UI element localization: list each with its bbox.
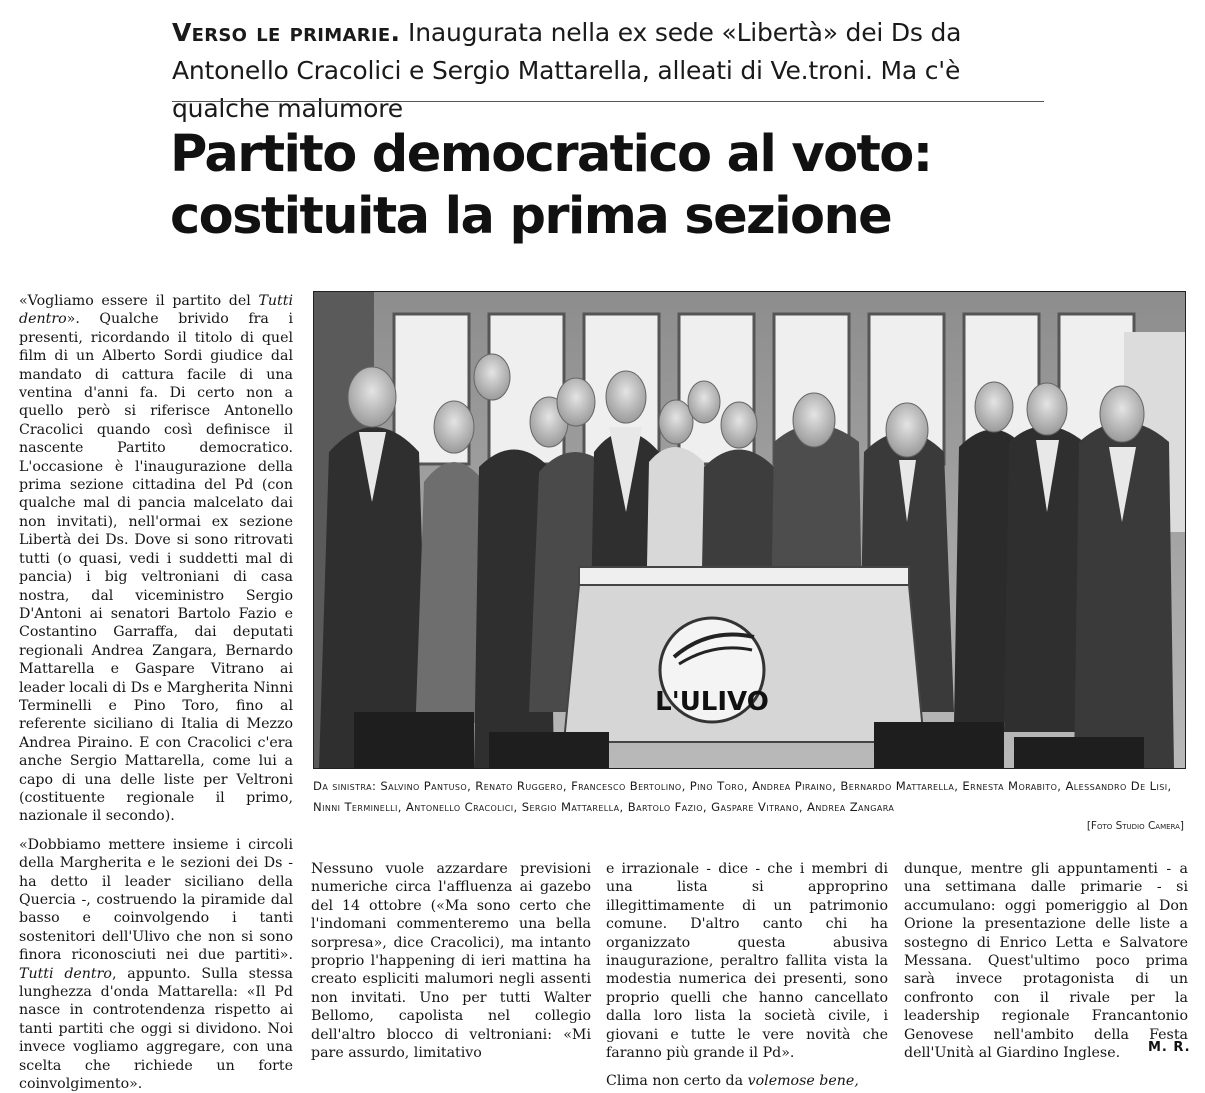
italic-run: Tutti dentro xyxy=(19,965,112,982)
banner-text: L'ULIVO xyxy=(655,687,769,717)
article-column-1 xyxy=(19,292,293,1093)
article-column-4 xyxy=(904,860,1188,1062)
group-photo-illustration xyxy=(314,292,1185,768)
article-column-3 xyxy=(606,860,888,1091)
paragraph: e irrazionale - dice - che i membri di una lista si approprino illegittimamente di un patrimonio comune. D'altro canto chi ha organizzato questa abusiva inaugurazione, peraltro fallita vista la modestia numerica dei presenti, sono proprio quelli che hanno cancellato dalla loro lista la società civile, i giovani e tutte le vere novità che faranno più grande il Pd». xyxy=(606,861,888,1062)
article-column-2 xyxy=(311,860,591,1062)
paragraph xyxy=(606,1072,888,1090)
text-run: , appunto. Sulla stessa lunghezza d'onda Mattarella: «Il Pd nasce in controtendenza rispetto ai tanti partiti che oggi si dividono. Noi invece vogliamo aggregare, con una scelta che richiede un forte coinvolgimento». xyxy=(19,965,293,1093)
text-run: Clima non certo da xyxy=(606,1073,748,1090)
group-photo xyxy=(313,291,1186,769)
headline-line-1: Partito democratico al voto: xyxy=(170,125,932,184)
photo-caption: Da sinistra: Salvino Pantuso, Renato Ruggero, Francesco Bertolino, Pino Toro, Andrea Piraino, Bernardo Mattarella, Ernesta Morabito, Alessandro De Lisi, Ninni Terminelli, Antonello Cracolici, Sergio Mattarella, Bartolo Fazio, Gaspare Vitrano, Andrea Zangara xyxy=(313,779,1172,814)
text-run: «Dobbiamo mettere insieme i circoli della Margherita e le sezioni dei Ds - ha detto il leader siciliano della Quercia -, costruendo la piramide dal basso e coinvolgendo i tanti sostenitori dell'Ulivo che non si sono finora riconosciuti nei due partiti». xyxy=(19,836,293,964)
italic-run: Tutti dentro xyxy=(19,293,293,328)
author-initials: M. R. xyxy=(1148,1040,1191,1055)
kicker-divider xyxy=(172,101,1044,102)
kicker-text: Inaugurata nella ex sede «Libertà» dei Ds da Antonello Cracolici e Sergio Mattarella, alleati di Ve.troni. Ma c'è qualche malumore xyxy=(172,18,962,123)
paragraph: dunque, mentre gli appuntamenti - a una settimana dalle primarie - si accumulano: oggi pomeriggio al Don Orione la presentazione delle liste a sostegno di Enrico Letta e Salvatore Messana. Quest'ultimo poco prima sarà invece protagonista di un confronto con il rivale per la leadership regionale Francantonio Genovese nell'ambito della Festa dell'Unità al Giardino Inglese. xyxy=(904,861,1188,1062)
kicker-label: Verso le primarie. xyxy=(172,18,401,47)
paragraph xyxy=(19,836,293,1093)
photo-credit: [Foto Studio Camera] xyxy=(1086,820,1184,832)
text-run: ». Qualche brivido fra i presenti, ricordando il titolo di quel film di un Alberto Sordi giudice dal mandato di cattura facile di una ventina d'anni fa. Di certo non a quello però si riferisce Antonello Cracolici quando così definisce il nascente Partito democratico. L'occasione è l'inaugurazione della prima sezione cittadina del Pd (con qualche mal di pancia malcelato dai non invitati), nell'ormai ex sezione Libertà dei Ds. Dove si sono ritrovati tutti (o quasi, vedi i suddetti mal di pancia) i big veltroniani di casa nostra, dal viceministro Sergio D'Antoni ai senatori Bartolo Fazio e Costantino Garraffa, dai deputati regionali Andrea Zangara, Bernardo Mattarella e Gaspare Vitrano ai leader locali di Ds e Margherita Ninni Terminelli e Pino Toro, fino al referente siciliano di Italia di Mezzo Andrea Piraino. E con Cracolici c'era anche Sergio Mattarella, come lui a capo di una delle liste per Veltroni (costituente regionale il primo, nazionale il secondo). xyxy=(19,311,293,825)
kicker xyxy=(172,14,1052,128)
text-run: «Vogliamo essere il partito del xyxy=(19,293,259,309)
paragraph: Nessuno vuole azzardare previsioni numeriche circa l'affluenza ai gazebo del 14 ottobre («Ma sono certo che l'indomani commenteremo una bella sorpresa», dice Cracolici), ma intanto proprio l'happening di ieri mattina ha creato espliciti malumori negli assenti non invitati. Uno per tutti Walter Bellomo, capolista nel collegio dell'altro blocco di veltroniani: «Mi pare assurdo, limitativo xyxy=(311,861,591,1062)
headline xyxy=(170,124,1070,248)
paragraph xyxy=(19,292,293,826)
headline-line-2: costituita la prima sezione xyxy=(170,187,892,246)
italic-run: volemose bene, xyxy=(747,1073,859,1090)
